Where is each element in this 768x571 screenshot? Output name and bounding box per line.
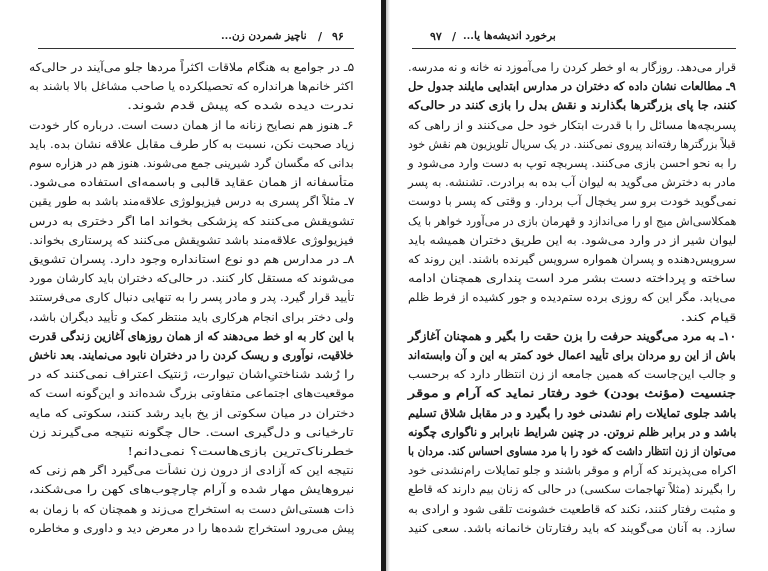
left-page-line: ۷ـ مثلاً اگر پسری به درس فیزیولوژی علاقه‌مند باشد به طور یقین (28, 194, 354, 209)
right-page-line: را به نحو احسن بازی می‌کنند. پسربچه توپ به دست وارد می‌شود و (407, 156, 736, 170)
right-page-line: باشد و در برابر ظلم نروتن. در چنین شرایط نابرابر و ناگواری چگونه (407, 424, 736, 439)
left-page-line: ۸ـ در مدارس هم دو نوع استانداره وجود دارد. پسران تشویق (28, 252, 354, 266)
left-page-line: تشویقش می‌کنند که پزشکی بخواند اما اگر دختری به درس (28, 213, 354, 228)
right-page-line: همکلاسی‌اش میج او را می‌اندازد و قهرمان بازی در می‌آورد خواهر با یک (407, 213, 736, 228)
left-page-line: ۶ـ هنوز هم نصایح زنانه ما از همان دست است. درباره کار خودت (29, 117, 354, 132)
right-page-line: را بگیرند (مثلاً تهاجمات سکسی) در حالی که زنان بیم دارند که قاطع (408, 482, 736, 497)
left-page-line: خطرناک‌ترین بازی‌هاست؟ نمی‌دانم! (126, 444, 354, 458)
right-page-line: نمی‌گوید خودت برو سر یخچال آب بردار. و وقتی که پسر با دوست (407, 194, 736, 209)
left-page-line: ندرت دیده شده که پیش قدم شوند. (127, 98, 354, 113)
right-page-number: ۹۷ (430, 30, 442, 43)
right-page-line: باش از این رو مردان برای تأیید اعمال خود کمتر به این و آن وابسته‌اند (408, 348, 736, 362)
right-page-line: سرویس‌دهنده و پسران همواره سرویس گیرنده باشند. این روند که (407, 252, 736, 266)
right-page-line: قرار می‌دهد. روزگار به او خطر کردن را می‌آموزد نه خانه و نه مدرسه. (407, 60, 736, 74)
left-page-line: ذات هستی‌اش دست به استخراج می‌زند و همچنان که با زمان به (28, 501, 354, 516)
left-page-line: نیروهایش مهار شده و آرام چارچوب‌های کهن را می‌شکند، (28, 482, 354, 497)
left-separator: / (318, 30, 323, 43)
right-page-line: ۹ـ مطالعات نشان داده که دختران در مدارس ابتدایی مایلند جدول حل (408, 79, 736, 94)
left-page-line: فیزیولوژی علاقه‌مند باشد تشویقش می‌کنند که پرستاری بخواند. (29, 232, 354, 247)
right-page-line: ۱۰ـ به مرد می‌گویند حرفت را بزن حقت را بگیر و همچنان آغازگر (407, 328, 736, 343)
right-page-line: اکراه می‌پذیرند که آرام و موقر باشند و جلو تمایلات رام‌نشدنی خود (407, 463, 736, 478)
left-page-line: می‌شوند که مستقل کار کنند. در حالی‌که دختران باید کارشان مورد (28, 271, 354, 286)
left-page-line: دختران در میان سکوتی از یخ باید رشد کنند، سکوتی که مایه (28, 405, 354, 420)
left-page-line: با این کار به او خط می‌دهند که از همان روزهای آغازین زندگی قدرت (28, 328, 354, 343)
left-page-line: خلاقیت، نوآوری و ریسک کردن را در دختران نابود می‌نمایند. بعد ناخش (29, 348, 354, 362)
left-page-line: بدانی که مگسان گرد شیرینی جمع می‌شوند. هنوز هم در هزاره سوم (29, 156, 354, 170)
right-page-line: و جالب این‌جاست که همین جامعه از زن انتظار دارد که برحسب (408, 367, 736, 382)
left-page-number: ۹۶ (332, 30, 344, 43)
right-page-line: می‌یابد. مگر این که روزی برده ستم‌دیده و جور کشیده از فرط ظلم (408, 290, 736, 305)
right-page-line: ساخته و پرداخته دست بشر مرد است پنداری همچنان ادامه (408, 271, 736, 286)
right-page-line: باشد جلوی تمایلات رام نشدنی خود را بگیرد و در مقابل شلاق تسلیم (407, 405, 736, 420)
left-page-line: را رُشد شناختیِ‌اشان تیوارت، ژنتیک اعتراف نمی‌کنند که در (28, 367, 354, 382)
gutter-shadow (386, 0, 390, 571)
left-page-line: موقعیت‌های اجتماعی متفاوتی بزرگ شده‌اند و این‌گونه است که (28, 386, 354, 401)
left-page-line: متأسفانه از همان عقاید قالبی و باسمه‌ای استفاده می‌شود. (28, 175, 354, 190)
right-page-line: لیوان شیر از در وارد می‌شود. به این طریق دختران همیشه باید (407, 232, 736, 247)
right-page-line: مادر به دخترش می‌گوید به لیوان آب بده به برادرت. تشنشه. به پسر (408, 175, 736, 190)
right-running-title: برخورد اندیشه‌ها یا... (463, 30, 556, 42)
left-page-line: نتیجه این که آزادی از درون زن نشأت می‌گیرد اگر هم زنی که (29, 463, 354, 478)
right-page-line: می‌توان از زن انتظار داشت که خود را با مرد مساوی احساس کند. مردان با (408, 444, 736, 458)
left-page-line: زیاد صحبت نکن، نسبت به کار طرف مقابل علاقه نشان بده. باید (28, 136, 354, 151)
right-page-line: سازد. به آنان می‌گویند که باید رفتارتان خانمانه باشد. سعی کنید (408, 520, 736, 535)
right-page-line: و مثبت رفتار کنند، نکند که قاطعیت خشونت تلقی شود و ارادی به (408, 501, 736, 516)
left-header-rule (38, 48, 354, 49)
left-page-line: اکثر خانم‌ها هرانداره که تحصیلکرده یا صاحب مشاغل بالا باشند به (29, 79, 354, 94)
right-page-line: پسربچه‌ها مسائل را با قدرت ابتکار خود حل می‌کنند و از راهی که (407, 117, 736, 132)
right-page-line: قبلاً بزرگترها رفته‌اند پیروی نمی‌کنند. در یک سریال تلویزیون هم نقش خود (408, 136, 736, 151)
left-page-line: تارخیانی و دل‌گیری است. حال چگونه نتیجه می‌گیرند زن (29, 424, 354, 439)
left-page-line: ولی دختر برای انجام هرکاری باید منتظر کمک و تأیید دیگران باشد، (29, 309, 354, 324)
right-page-line: جنسیت (مؤنث بودن) خود رفتار نماید که آرام و موقر (408, 386, 736, 401)
left-running-title: ناچیز شمردن زن... (221, 30, 307, 42)
left-page-line: تأیید قرار گیرد. پدر و مادر پسر را به تنهایی دنبال کاری می‌فرستند (28, 290, 354, 305)
right-page-line: کنند، جا پای بزرگترها بگذارند و نقش بدل را بازی کنند در حالی‌که (407, 98, 736, 113)
right-separator: / (452, 30, 457, 43)
left-page-line: پیش می‌رود استخراج شده‌ها را در معرض دید و داوری و مخاطره (28, 520, 354, 535)
left-page-line: ۵ـ در جوامع به هنگام ملاقات اکثراً مردها جلو می‌آیند در حالی‌که (28, 60, 354, 74)
right-page-line: قیام کند. (679, 309, 736, 324)
right-header-rule (412, 48, 736, 49)
